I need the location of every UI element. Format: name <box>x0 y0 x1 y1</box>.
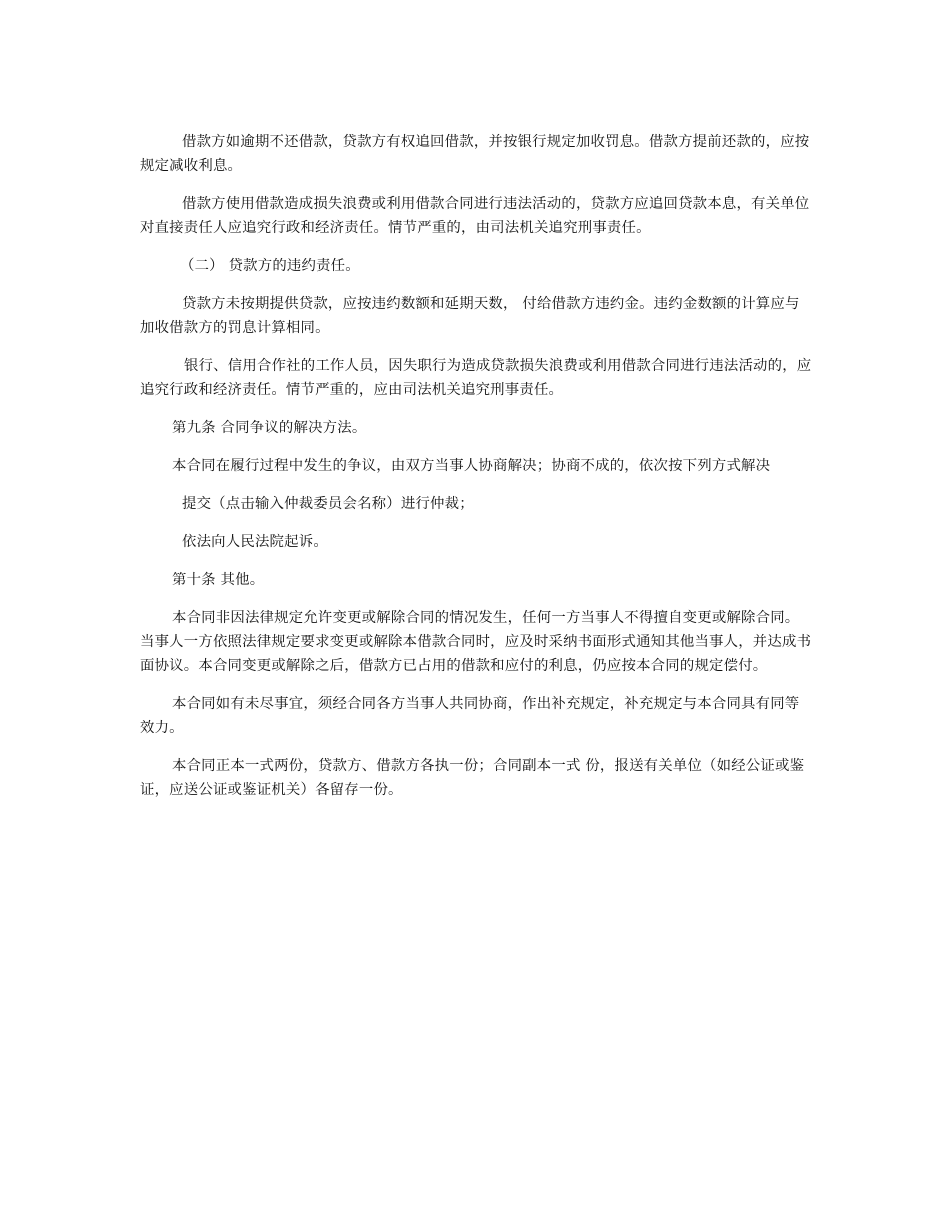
document-page <box>140 130 812 816</box>
paragraph-lender-late-provision: 贷款方未按期提供贷款，应按违约数额和延期天数， 付给借款方违约金。违约金数额的计算应与加收借款方的罚息计算相同。 <box>140 296 800 336</box>
paragraph-supplementary-provisions: 本合同如有未尽事宜，须经合同各方当事人共同协商，作出补充规定，补充规定与本合同具有同等效力。 <box>140 696 800 736</box>
paragraph-court-option: 依法向人民法院起诉。 <box>182 534 328 550</box>
paragraph-late-repayment: 借款方如逾期不还借款，贷款方有权追回借款，并按银行规定加收罚息。借款方提前还款的，应按规定减收利息。 <box>140 134 810 174</box>
paragraph-dispute-resolution: 本合同在履行过程中发生的争议，由双方当事人协商解决；协商不成的，依次按下列方式解决 <box>172 458 771 474</box>
paragraph-contract-copies: 本合同正本一式两份，贷款方、借款方各执一份；合同副本一式 份，报送有关单位（如经公证或鉴证，应送公证或鉴证机关）各留存一份。 <box>140 758 805 798</box>
article-ten-heading: 第十条 其他。 <box>172 572 265 588</box>
paragraph-misuse-of-loan: 借款方使用借款造成损失浪费或利用借款合同进行违法活动的，贷款方应追回贷款本息，有关单位对直接责任人应追究行政和经济责任。情节严重的，由司法机关追究刑事责任。 <box>140 196 810 236</box>
subsection-heading-lender-liability: （二） 贷款方的违约责任。 <box>180 258 360 274</box>
paragraph-arbitration-option: 提交（点击输入仲裁委员会名称）进行仲裁； <box>182 496 474 512</box>
article-nine-heading: 第九条 合同争议的解决方法。 <box>172 420 367 436</box>
paragraph-contract-modification: 本合同非因法律规定允许变更或解除合同的情况发生，任何一方当事人不得擅自变更或解除合同。当事人一方依照法律规定要求变更或解除本借款合同时，应及时采纳书面形式通知其他当事人，并达成书面协议。本合同变更或解除之后，借款方已占用的借款和应付的利息，仍应按本合同的规定偿付。 <box>140 610 812 674</box>
paragraph-bank-staff-liability: 银行、信用合作社的工作人员，因失职行为造成贷款损失浪费或利用借款合同进行违法活动的，应追究行政和经济责任。情节严重的，应由司法机关追究刑事责任。 <box>140 358 812 398</box>
